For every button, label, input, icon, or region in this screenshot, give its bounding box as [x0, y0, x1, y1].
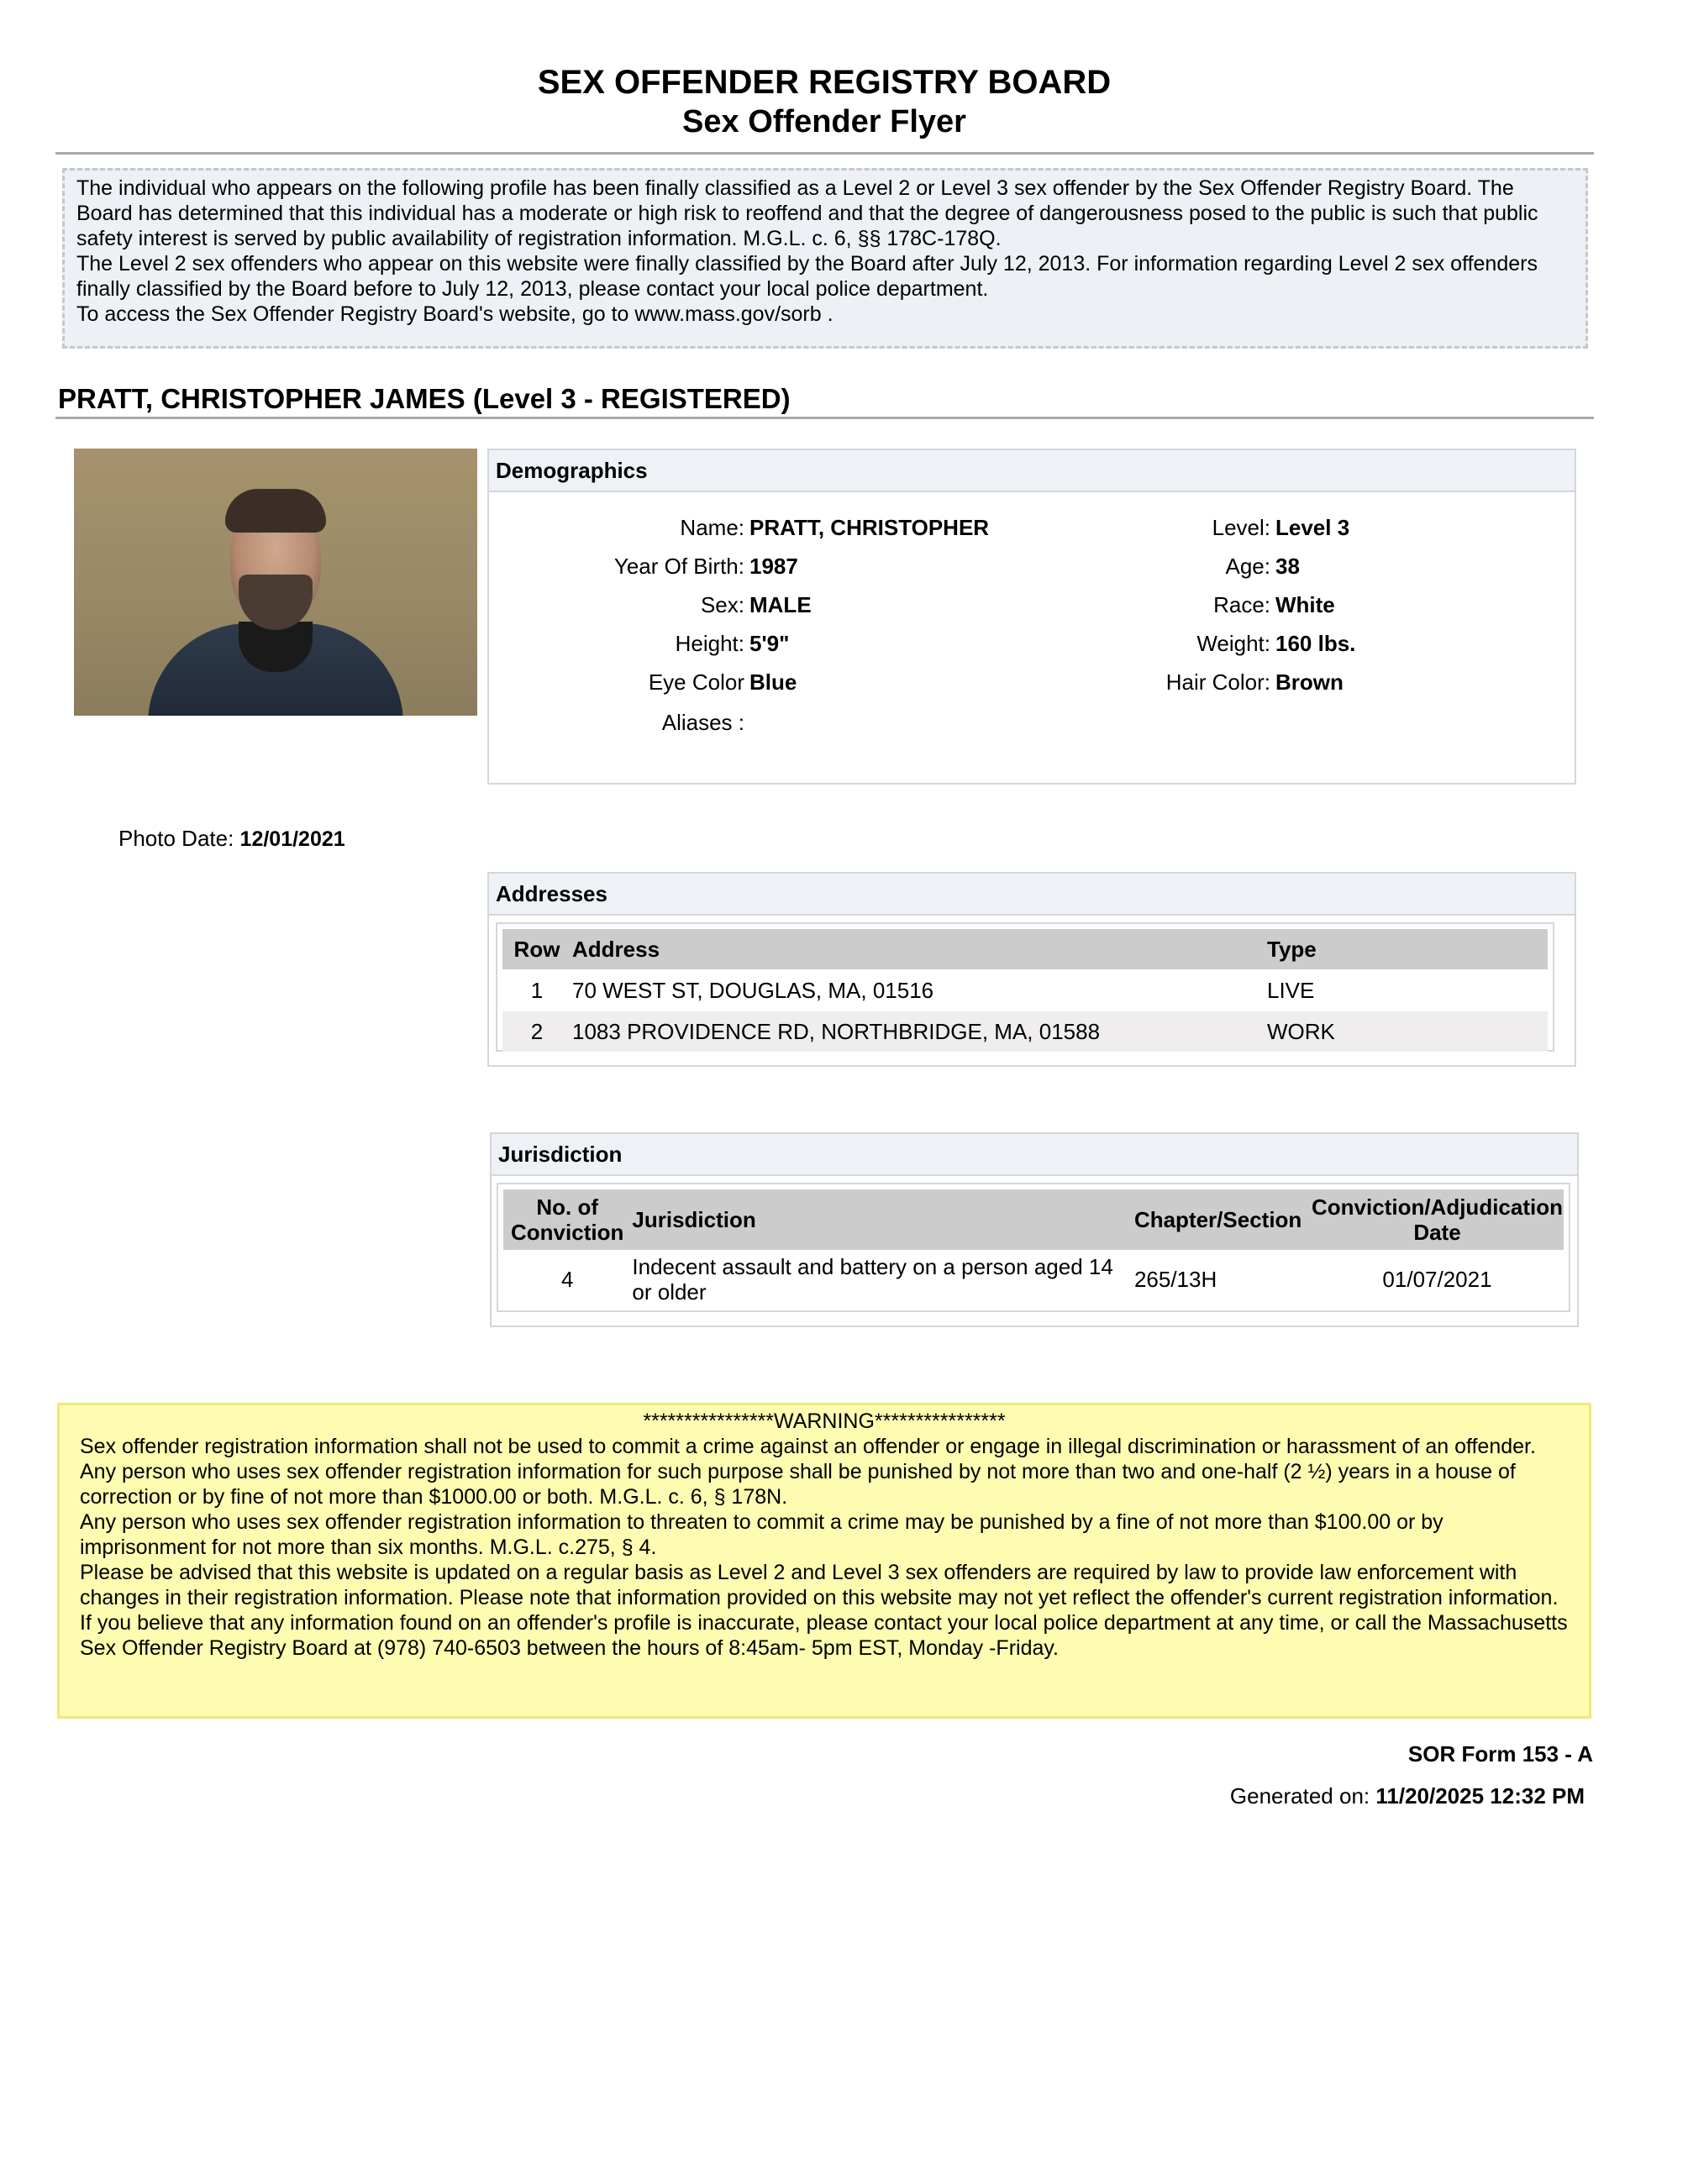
warning-paragraph: Sex offender registration information shall not be used to commit a crime against an offender or engage in illegal discrimination or harassment of an offender. Any person who uses sex offender registration information for such purpose shall be punished by not more than two and one-half (2 ½) years in a house of correction or by fine of not more than $1000.00 or both. M.G.L. c. 6, § 178N.	[80, 1435, 1536, 1509]
form-number: SOR Form 153 - A	[1407, 1741, 1593, 1767]
demo-name-label: Name:	[680, 515, 744, 540]
page-header	[55, 62, 1593, 141]
demo-level-label: Level:	[1212, 515, 1270, 540]
demo-sex-label: Sex:	[700, 592, 744, 617]
demo-hair-label: Hair Color:	[1165, 669, 1270, 695]
warning-title: ****************WARNING****************	[643, 1410, 1006, 1433]
demo-height-label: Height:	[675, 631, 744, 656]
demo-sex-value: MALE	[749, 592, 812, 617]
addresses-heading: Addresses	[489, 874, 1575, 916]
demo-aliases-label: Aliases :	[661, 710, 744, 735]
generated-label: Generated on:	[1229, 1783, 1370, 1809]
table-row	[502, 1011, 1548, 1052]
col-type: Type	[1266, 929, 1548, 969]
jurisdiction-panel	[490, 1132, 1579, 1327]
generated-on	[1230, 1783, 1585, 1809]
demo-hair-value: Brown	[1275, 669, 1344, 695]
notice-paragraph: The individual who appears on the following profile has been finally classified as a Level 2 or Level 3 sex offender by the Sex Offender Registry Board. The Board has determined that this individual has a moderate or high risk to reoffend and that the degree of dangerousness posed to the public is such that public safety interest is served by public availability of registration information. M.G.L. c. 6, §§ 178C-178Q.	[76, 176, 1538, 250]
header-divider	[55, 152, 1594, 155]
demo-name-value: PRATT, CHRISTOPHER	[749, 515, 990, 540]
warning-notice	[57, 1403, 1591, 1719]
conviction-count: 4	[560, 1266, 574, 1292]
warning-paragraph: Any person who uses sex offender registration information to threaten to commit a crime may be punished by a fine of not more than $100.00 or by imprisonment for not more than six months. M.G.L. c.275, § 4.	[80, 1510, 1443, 1559]
demo-height-value: 5'9"	[749, 631, 790, 656]
photo-date	[118, 826, 345, 852]
addresses-table	[502, 929, 1548, 1052]
conviction-date: 01/07/2021	[1382, 1266, 1492, 1292]
demo-level-value: Level 3	[1275, 515, 1350, 540]
table-header-row	[503, 1189, 1564, 1250]
demo-race-label: Race:	[1213, 592, 1270, 617]
address-row-num: 1	[530, 977, 544, 1003]
col-conviction-count: No. of Conviction	[503, 1189, 631, 1250]
demo-yob-value: 1987	[749, 554, 798, 579]
demo-race-value: White	[1275, 592, 1335, 617]
demographics-panel	[487, 449, 1576, 785]
table-header-row	[502, 929, 1548, 969]
demo-age-label: Age:	[1225, 554, 1270, 579]
addresses-panel	[487, 872, 1576, 1067]
table-row	[502, 969, 1548, 1011]
offender-photo	[74, 449, 477, 716]
conviction-chapter: 265/13H	[1133, 1266, 1217, 1292]
jurisdiction-heading: Jurisdiction	[492, 1134, 1577, 1176]
table-row	[503, 1250, 1564, 1309]
offender-divider	[55, 417, 1594, 419]
address-text: 70 WEST ST, DOUGLAS, MA, 01516	[572, 977, 934, 1003]
col-address: Address	[571, 929, 1266, 969]
col-jurisdiction: Jurisdiction	[631, 1189, 1133, 1250]
demographics-heading: Demographics	[489, 450, 1575, 492]
jurisdiction-table-wrap	[497, 1183, 1570, 1312]
conviction-offense: Indecent assault and battery on a person aged 14 or older	[632, 1254, 1113, 1305]
demo-eye-label: Eye Color	[648, 669, 744, 695]
address-type: WORK	[1267, 1018, 1335, 1044]
warning-paragraph: Please be advised that this website is updated on a regular basis as Level 2 and Level 3 sex offenders are required by law to provide law enforcement with changes in their registration information. Please note that information provided on this website may not yet reflect the offender's current registration information. If you believe that any information found on an offender's profile is inaccurate, please contact your local police department at any time, or call the Massachusetts Sex Offender Registry Board at (978) 740-6503 between the hours of 8:45am- 5pm EST, Monday -Friday.	[80, 1561, 1568, 1660]
address-text: 1083 PROVIDENCE RD, NORTHBRIDGE, MA, 01588	[572, 1018, 1101, 1044]
photo-date-value: 12/01/2021	[239, 827, 345, 851]
demo-eye-value: Blue	[749, 669, 797, 695]
address-row-num: 2	[530, 1018, 544, 1044]
demo-weight-label: Weight:	[1196, 631, 1270, 656]
notice-paragraph: To access the Sex Offender Registry Board's website, go to www.mass.gov/sorb .	[76, 302, 833, 326]
classification-notice	[62, 168, 1588, 349]
jurisdiction-table	[503, 1189, 1564, 1309]
col-row: Row	[502, 929, 571, 969]
col-conviction-date: Conviction/Adjudication Date	[1311, 1189, 1564, 1250]
demo-weight-value: 160 lbs.	[1275, 631, 1356, 656]
page-title: SEX OFFENDER REGISTRY BOARD	[537, 64, 1112, 101]
offender-title: PRATT, CHRISTOPHER JAMES (Level 3 - REGISTERED)	[58, 383, 791, 414]
page-subtitle: Sex Offender Flyer	[682, 104, 966, 139]
photo-date-label: Photo Date:	[118, 826, 234, 851]
generated-value: 11/20/2025 12:32 PM	[1375, 1783, 1585, 1809]
demo-yob-label: Year Of Birth:	[613, 554, 744, 579]
address-type: LIVE	[1267, 977, 1315, 1003]
col-chapter: Chapter/Section	[1133, 1189, 1311, 1250]
demo-age-value: 38	[1275, 554, 1300, 579]
addresses-table-wrap	[496, 922, 1554, 1052]
photo-hair	[225, 489, 326, 533]
notice-paragraph: The Level 2 sex offenders who appear on this website were finally classified by the Board after July 12, 2013. For information regarding Level 2 sex offenders finally classified by the Board before to July 12, 2013, please contact your local police department.	[76, 252, 1538, 301]
